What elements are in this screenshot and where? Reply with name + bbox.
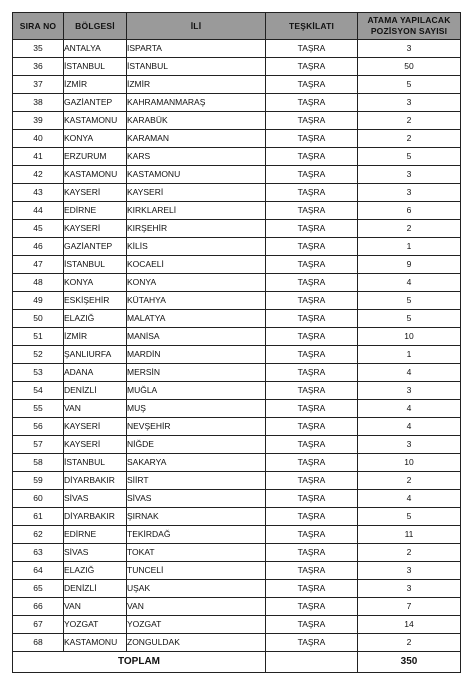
cell-ili: NİĞDE	[127, 436, 266, 454]
total-label: TOPLAM	[13, 652, 266, 673]
cell-sira-no: 61	[13, 508, 64, 526]
cell-pozisyon-sayisi: 4	[358, 364, 461, 382]
cell-teskilati: TAŞRA	[266, 346, 358, 364]
cell-ili: KASTAMONU	[127, 166, 266, 184]
cell-sira-no: 57	[13, 436, 64, 454]
cell-bolgesi: İZMİR	[64, 76, 127, 94]
cell-sira-no: 40	[13, 130, 64, 148]
cell-teskilati: TAŞRA	[266, 292, 358, 310]
cell-ili: NEVŞEHİR	[127, 418, 266, 436]
table-row	[13, 526, 461, 544]
cell-pozisyon-sayisi: 6	[358, 202, 461, 220]
table-row	[13, 562, 461, 580]
cell-sira-no: 42	[13, 166, 64, 184]
table-body	[13, 40, 461, 652]
header-ili: İLİ	[127, 13, 266, 40]
cell-bolgesi: ANTALYA	[64, 40, 127, 58]
cell-ili: MARDİN	[127, 346, 266, 364]
cell-pozisyon-sayisi: 1	[358, 238, 461, 256]
table-row	[13, 166, 461, 184]
cell-sira-no: 53	[13, 364, 64, 382]
table-row	[13, 220, 461, 238]
cell-pozisyon-sayisi: 7	[358, 598, 461, 616]
cell-pozisyon-sayisi: 3	[358, 436, 461, 454]
cell-ili: MUŞ	[127, 400, 266, 418]
cell-pozisyon-sayisi: 5	[358, 508, 461, 526]
cell-ili: KONYA	[127, 274, 266, 292]
cell-sira-no: 45	[13, 220, 64, 238]
cell-ili: KİLİS	[127, 238, 266, 256]
cell-sira-no: 36	[13, 58, 64, 76]
table-row	[13, 310, 461, 328]
cell-ili: MERSİN	[127, 364, 266, 382]
cell-bolgesi: ŞANLIURFA	[64, 346, 127, 364]
cell-ili: VAN	[127, 598, 266, 616]
cell-ili: SİİRT	[127, 472, 266, 490]
cell-sira-no: 35	[13, 40, 64, 58]
cell-teskilati: TAŞRA	[266, 580, 358, 598]
table-row	[13, 616, 461, 634]
header-teskilati: TEŞKİLATI	[266, 13, 358, 40]
table-row	[13, 634, 461, 652]
cell-pozisyon-sayisi: 5	[358, 310, 461, 328]
cell-teskilati: TAŞRA	[266, 202, 358, 220]
cell-pozisyon-sayisi: 5	[358, 76, 461, 94]
cell-ili: UŞAK	[127, 580, 266, 598]
cell-bolgesi: DİYARBAKIR	[64, 472, 127, 490]
cell-teskilati: TAŞRA	[266, 418, 358, 436]
cell-bolgesi: EDİRNE	[64, 526, 127, 544]
cell-sira-no: 50	[13, 310, 64, 328]
header-atama-line2: POZİSYON SAYISI	[370, 26, 448, 36]
cell-bolgesi: KAYSERİ	[64, 220, 127, 238]
cell-bolgesi: SİVAS	[64, 490, 127, 508]
cell-bolgesi: İSTANBUL	[64, 454, 127, 472]
cell-sira-no: 66	[13, 598, 64, 616]
cell-pozisyon-sayisi: 4	[358, 274, 461, 292]
cell-bolgesi: ELAZIĞ	[64, 562, 127, 580]
cell-teskilati: TAŞRA	[266, 508, 358, 526]
cell-sira-no: 52	[13, 346, 64, 364]
cell-pozisyon-sayisi: 3	[358, 40, 461, 58]
cell-teskilati: TAŞRA	[266, 184, 358, 202]
cell-bolgesi: GAZİANTEP	[64, 94, 127, 112]
table-row	[13, 580, 461, 598]
cell-ili: MALATYA	[127, 310, 266, 328]
cell-bolgesi: İZMİR	[64, 328, 127, 346]
cell-teskilati: TAŞRA	[266, 238, 358, 256]
cell-pozisyon-sayisi: 4	[358, 418, 461, 436]
table-row	[13, 328, 461, 346]
cell-teskilati: TAŞRA	[266, 310, 358, 328]
cell-sira-no: 62	[13, 526, 64, 544]
table-row	[13, 148, 461, 166]
cell-teskilati: TAŞRA	[266, 490, 358, 508]
cell-sira-no: 43	[13, 184, 64, 202]
cell-sira-no: 56	[13, 418, 64, 436]
cell-pozisyon-sayisi: 3	[358, 94, 461, 112]
cell-bolgesi: DENİZLİ	[64, 580, 127, 598]
table-row	[13, 292, 461, 310]
cell-bolgesi: EDİRNE	[64, 202, 127, 220]
cell-ili: ISPARTA	[127, 40, 266, 58]
cell-sira-no: 60	[13, 490, 64, 508]
cell-pozisyon-sayisi: 14	[358, 616, 461, 634]
cell-ili: KOCAELİ	[127, 256, 266, 274]
cell-ili: ZONGULDAK	[127, 634, 266, 652]
cell-pozisyon-sayisi: 2	[358, 544, 461, 562]
table-row	[13, 472, 461, 490]
cell-pozisyon-sayisi: 5	[358, 292, 461, 310]
cell-teskilati: TAŞRA	[266, 40, 358, 58]
table-row	[13, 202, 461, 220]
cell-bolgesi: ELAZIĞ	[64, 310, 127, 328]
cell-pozisyon-sayisi: 11	[358, 526, 461, 544]
table-row	[13, 418, 461, 436]
cell-ili: SİVAS	[127, 490, 266, 508]
cell-ili: KARAMAN	[127, 130, 266, 148]
table-row	[13, 364, 461, 382]
cell-bolgesi: KONYA	[64, 274, 127, 292]
cell-pozisyon-sayisi: 5	[358, 148, 461, 166]
table-row	[13, 508, 461, 526]
cell-teskilati: TAŞRA	[266, 256, 358, 274]
table-row	[13, 130, 461, 148]
total-value: 350	[358, 652, 461, 673]
cell-sira-no: 67	[13, 616, 64, 634]
header-atama-line1: ATAMA YAPILACAK	[367, 15, 451, 25]
cell-teskilati: TAŞRA	[266, 454, 358, 472]
cell-pozisyon-sayisi: 10	[358, 328, 461, 346]
cell-pozisyon-sayisi: 2	[358, 472, 461, 490]
cell-sira-no: 58	[13, 454, 64, 472]
table-row	[13, 436, 461, 454]
cell-bolgesi: DENİZLİ	[64, 382, 127, 400]
cell-bolgesi: KASTAMONU	[64, 166, 127, 184]
table-header-row	[13, 13, 461, 40]
cell-bolgesi: İSTANBUL	[64, 58, 127, 76]
cell-sira-no: 41	[13, 148, 64, 166]
position-table	[12, 12, 461, 673]
cell-sira-no: 55	[13, 400, 64, 418]
cell-bolgesi: YOZGAT	[64, 616, 127, 634]
cell-ili: YOZGAT	[127, 616, 266, 634]
cell-ili: KAHRAMANMARAŞ	[127, 94, 266, 112]
cell-sira-no: 37	[13, 76, 64, 94]
cell-sira-no: 65	[13, 580, 64, 598]
cell-bolgesi: VAN	[64, 400, 127, 418]
cell-ili: TUNCELİ	[127, 562, 266, 580]
cell-teskilati: TAŞRA	[266, 166, 358, 184]
table-row	[13, 490, 461, 508]
cell-bolgesi: VAN	[64, 598, 127, 616]
cell-bolgesi: İSTANBUL	[64, 256, 127, 274]
cell-bolgesi: ERZURUM	[64, 148, 127, 166]
cell-ili: SAKARYA	[127, 454, 266, 472]
cell-ili: TOKAT	[127, 544, 266, 562]
cell-pozisyon-sayisi: 4	[358, 400, 461, 418]
cell-bolgesi: ADANA	[64, 364, 127, 382]
cell-bolgesi: ESKİŞEHİR	[64, 292, 127, 310]
table-row	[13, 40, 461, 58]
cell-teskilati: TAŞRA	[266, 220, 358, 238]
cell-bolgesi: GAZİANTEP	[64, 238, 127, 256]
cell-teskilati: TAŞRA	[266, 436, 358, 454]
cell-sira-no: 59	[13, 472, 64, 490]
cell-teskilati: TAŞRA	[266, 328, 358, 346]
cell-ili: KARS	[127, 148, 266, 166]
cell-teskilati: TAŞRA	[266, 274, 358, 292]
cell-sira-no: 38	[13, 94, 64, 112]
table-row	[13, 400, 461, 418]
cell-pozisyon-sayisi: 2	[358, 112, 461, 130]
cell-sira-no: 68	[13, 634, 64, 652]
cell-pozisyon-sayisi: 10	[358, 454, 461, 472]
cell-teskilati: TAŞRA	[266, 616, 358, 634]
cell-pozisyon-sayisi: 3	[358, 580, 461, 598]
cell-teskilati: TAŞRA	[266, 472, 358, 490]
cell-pozisyon-sayisi: 1	[358, 346, 461, 364]
cell-bolgesi: KASTAMONU	[64, 634, 127, 652]
cell-bolgesi: KAYSERİ	[64, 418, 127, 436]
cell-pozisyon-sayisi: 3	[358, 382, 461, 400]
cell-teskilati: TAŞRA	[266, 76, 358, 94]
table-row	[13, 346, 461, 364]
total-spacer	[266, 652, 358, 673]
table-row	[13, 94, 461, 112]
cell-ili: ŞIRNAK	[127, 508, 266, 526]
cell-ili: MANİSA	[127, 328, 266, 346]
cell-teskilati: TAŞRA	[266, 130, 358, 148]
cell-teskilati: TAŞRA	[266, 634, 358, 652]
cell-pozisyon-sayisi: 2	[358, 634, 461, 652]
cell-teskilati: TAŞRA	[266, 94, 358, 112]
cell-bolgesi: KASTAMONU	[64, 112, 127, 130]
table-row	[13, 112, 461, 130]
cell-bolgesi: DİYARBAKIR	[64, 508, 127, 526]
cell-pozisyon-sayisi: 50	[358, 58, 461, 76]
total-row	[13, 652, 461, 673]
header-sira-no: SIRA NO	[13, 13, 64, 40]
cell-teskilati: TAŞRA	[266, 598, 358, 616]
cell-sira-no: 48	[13, 274, 64, 292]
cell-ili: KAYSERİ	[127, 184, 266, 202]
cell-sira-no: 51	[13, 328, 64, 346]
cell-pozisyon-sayisi: 2	[358, 220, 461, 238]
cell-teskilati: TAŞRA	[266, 526, 358, 544]
header-bolgesi: BÖLGESİ	[64, 13, 127, 40]
table-row	[13, 256, 461, 274]
cell-ili: MUĞLA	[127, 382, 266, 400]
cell-bolgesi: KAYSERİ	[64, 184, 127, 202]
cell-sira-no: 64	[13, 562, 64, 580]
header-atama-pozisyon	[358, 13, 461, 40]
table-row	[13, 184, 461, 202]
cell-pozisyon-sayisi: 3	[358, 184, 461, 202]
table-row	[13, 238, 461, 256]
table-row	[13, 76, 461, 94]
cell-sira-no: 39	[13, 112, 64, 130]
table-row	[13, 274, 461, 292]
cell-teskilati: TAŞRA	[266, 544, 358, 562]
cell-teskilati: TAŞRA	[266, 58, 358, 76]
cell-sira-no: 63	[13, 544, 64, 562]
cell-teskilati: TAŞRA	[266, 148, 358, 166]
cell-ili: KIRKLARELİ	[127, 202, 266, 220]
table-row	[13, 382, 461, 400]
cell-ili: KARABÜK	[127, 112, 266, 130]
cell-teskilati: TAŞRA	[266, 562, 358, 580]
cell-sira-no: 44	[13, 202, 64, 220]
cell-ili: İZMİR	[127, 76, 266, 94]
cell-sira-no: 46	[13, 238, 64, 256]
cell-teskilati: TAŞRA	[266, 112, 358, 130]
table-row	[13, 58, 461, 76]
cell-pozisyon-sayisi: 3	[358, 562, 461, 580]
table-row	[13, 544, 461, 562]
cell-pozisyon-sayisi: 9	[358, 256, 461, 274]
cell-teskilati: TAŞRA	[266, 364, 358, 382]
cell-sira-no: 49	[13, 292, 64, 310]
cell-pozisyon-sayisi: 4	[358, 490, 461, 508]
cell-bolgesi: KONYA	[64, 130, 127, 148]
cell-pozisyon-sayisi: 2	[358, 130, 461, 148]
cell-ili: KIRŞEHİR	[127, 220, 266, 238]
cell-sira-no: 47	[13, 256, 64, 274]
cell-pozisyon-sayisi: 3	[358, 166, 461, 184]
table-row	[13, 598, 461, 616]
cell-teskilati: TAŞRA	[266, 382, 358, 400]
cell-sira-no: 54	[13, 382, 64, 400]
cell-ili: TEKİRDAĞ	[127, 526, 266, 544]
table-row	[13, 454, 461, 472]
cell-teskilati: TAŞRA	[266, 400, 358, 418]
cell-bolgesi: KAYSERİ	[64, 436, 127, 454]
cell-ili: KÜTAHYA	[127, 292, 266, 310]
cell-ili: İSTANBUL	[127, 58, 266, 76]
cell-bolgesi: SİVAS	[64, 544, 127, 562]
